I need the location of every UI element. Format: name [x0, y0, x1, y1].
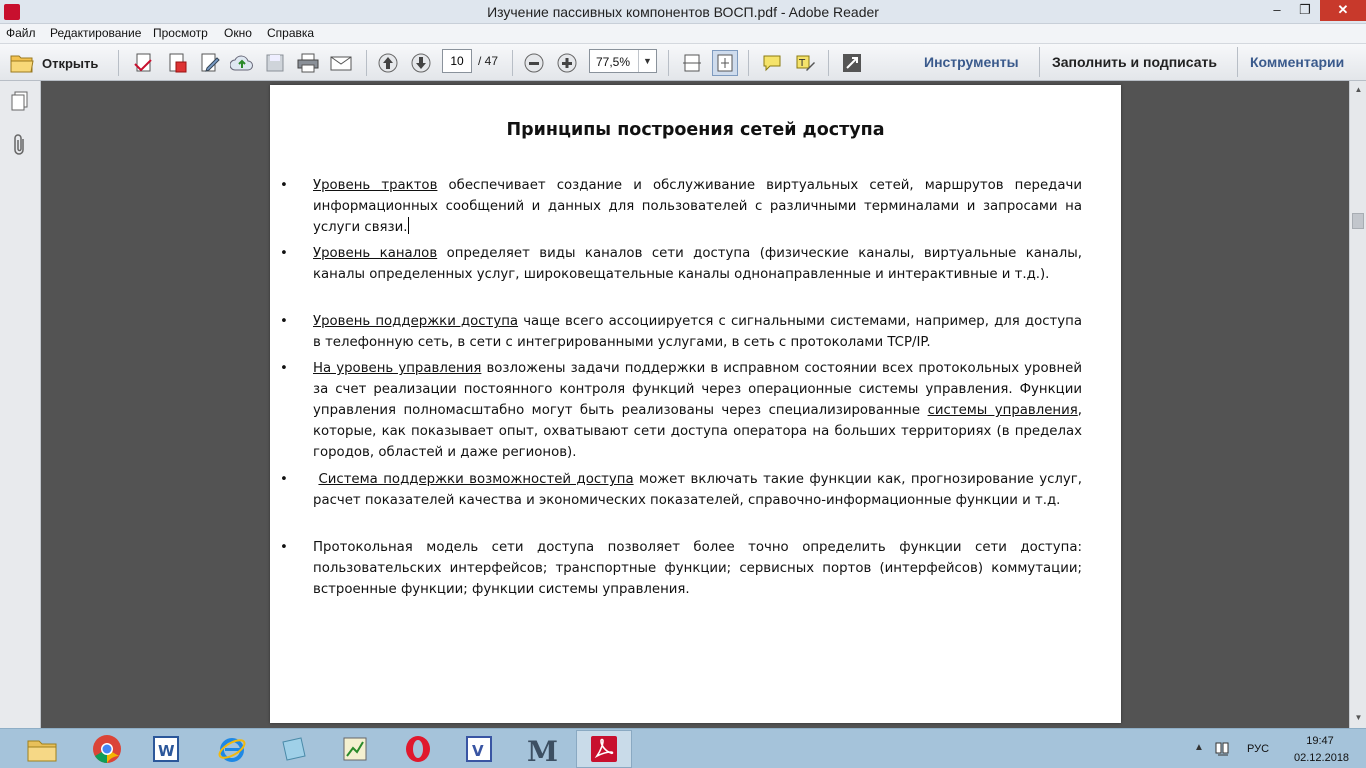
input-language[interactable]: РУС	[1247, 743, 1270, 755]
tools-pane-button[interactable]: Инструменты	[924, 54, 1019, 70]
page-total: / 47	[478, 54, 499, 68]
vertical-scrollbar[interactable]	[1349, 81, 1366, 728]
highlighter-icon	[794, 52, 816, 74]
separator	[668, 50, 669, 76]
menu-view[interactable]: Просмотр	[153, 26, 208, 40]
convert-pdf-button[interactable]	[164, 50, 190, 76]
separator	[366, 50, 367, 76]
fill-sign-pane-button[interactable]: Заполнить и подписать	[1052, 54, 1217, 70]
print-button[interactable]	[295, 50, 321, 76]
scroll-down-icon[interactable]: ▼	[1354, 713, 1363, 722]
fit-page-button[interactable]	[712, 50, 738, 76]
paragraph-text: , которые, как показывает опыт, охватывают сети доступа оператора на больших территориях (в пределах городов, областей и даже регионов).	[313, 403, 1082, 460]
paperclip-icon[interactable]	[9, 133, 31, 157]
term-underlined: На уровень управления	[313, 361, 482, 376]
taskbar-internet-explorer[interactable]	[204, 730, 260, 768]
cloud-upload-icon	[230, 52, 254, 74]
zoom-select[interactable]	[589, 49, 657, 73]
page-number-input[interactable]	[442, 49, 472, 73]
taskbar-editor[interactable]	[327, 730, 383, 768]
notepad-icon	[279, 734, 309, 764]
close-button[interactable]: ✕	[1320, 0, 1366, 21]
page-thumbnails-icon[interactable]	[9, 90, 31, 112]
zoom-out-button[interactable]	[521, 50, 547, 76]
save-icon	[264, 52, 286, 74]
chevron-down-icon[interactable]: ▼	[638, 50, 656, 72]
paragraph-text: обеспечивает создание и обслуживание виртуальных сетей, маршрутов передачи информационных сообщений и данных для пользователей с различными терминалами и запросами на услуги связи.	[313, 178, 1082, 235]
expand-icon	[841, 52, 863, 74]
term-underlined: Уровень поддержки доступа	[313, 314, 519, 329]
taskbar-mathcad[interactable]	[514, 730, 570, 768]
network-icon[interactable]	[1214, 740, 1232, 758]
minimize-button[interactable]: –	[1273, 2, 1281, 17]
menu-help[interactable]: Справка	[267, 26, 315, 40]
zoom-value: 77,5%	[596, 55, 631, 69]
zoom-in-button[interactable]	[554, 50, 580, 76]
list-item	[280, 358, 1125, 463]
highlight-text-button[interactable]	[792, 50, 818, 76]
separator	[1237, 47, 1238, 77]
create-pdf-button[interactable]	[131, 50, 157, 76]
scrollbar-thumb[interactable]	[1352, 213, 1364, 229]
bullet: •	[280, 472, 288, 487]
arrow-up-icon	[377, 52, 399, 74]
bullet: •	[280, 361, 288, 376]
add-comment-button[interactable]	[759, 50, 785, 76]
paragraph-text: чаще всего ассоциируется с сигнальными системами, например, для доступа в телефонную сеть, в сети с интегрированными услугами, в сеть с протоколами TCP/IP.	[313, 314, 1083, 350]
graph-editor-icon	[340, 734, 370, 764]
list-item	[280, 537, 1125, 600]
term-underlined: Уровень каналов	[313, 246, 438, 261]
internet-explorer-icon	[217, 734, 247, 764]
edit-pdf-button[interactable]	[197, 50, 223, 76]
term-underlined: Уровень трактов	[313, 178, 438, 193]
pdf-page[interactable]	[270, 85, 1121, 723]
taskbar-file-explorer[interactable]	[14, 730, 70, 768]
title-bar	[0, 0, 1366, 24]
paragraph-text: возложены задачи поддержки в исправном состоянии всех протокольных уровней за счет реализации постоянного контроля функций через операционные системы управления. Функции управления полномасштабно могут быть реализованы через специализированные	[313, 361, 1082, 418]
bullet: •	[280, 540, 288, 555]
create-pdf-icon	[133, 52, 155, 74]
upload-button[interactable]	[229, 50, 255, 76]
adobe-reader-icon	[589, 734, 619, 764]
bullet: •	[280, 314, 288, 329]
opera-icon	[403, 734, 433, 764]
taskbar-adobe-reader[interactable]	[576, 730, 632, 768]
mathcad-icon	[525, 734, 559, 764]
fullscreen-button[interactable]	[839, 50, 865, 76]
paragraph-text: определяет виды каналов сети доступа (физические каналы, виртуальные каналы, каналы определенных услуг, широковещательные каналы однонаправленные и интерактивные и т.д.).	[313, 246, 1083, 282]
term-underlined: Система поддержки возможностей доступа	[318, 472, 634, 487]
window-title: Изучение пассивных компонентов ВОСП.pdf - Adobe Reader	[487, 4, 879, 20]
text-cursor	[408, 217, 409, 234]
svg-text:V: V	[472, 742, 484, 760]
speech-bubble-icon	[761, 52, 783, 74]
clock-date[interactable]: 02.12.2018	[1294, 752, 1350, 764]
fit-width-button[interactable]	[679, 50, 705, 76]
open-button[interactable]	[6, 49, 106, 77]
separator	[1039, 47, 1040, 77]
separator	[828, 50, 829, 76]
taskbar-chrome[interactable]	[79, 730, 135, 768]
menu-file[interactable]: Файл	[6, 26, 36, 40]
comments-pane-button[interactable]: Комментарии	[1250, 54, 1345, 70]
edit-document-icon	[199, 52, 221, 74]
bullet: •	[280, 178, 288, 193]
arrow-down-icon	[410, 52, 432, 74]
word-icon	[151, 734, 181, 764]
svg-text:W: W	[158, 742, 175, 760]
chrome-icon	[92, 734, 122, 764]
folder-icon	[10, 52, 34, 74]
fit-page-icon	[715, 53, 735, 73]
navigation-sidebar	[0, 81, 41, 728]
taskbar-opera[interactable]	[390, 730, 446, 768]
plus-icon	[556, 52, 578, 74]
list-item	[280, 311, 1125, 353]
list-item	[280, 243, 1125, 285]
convert-pdf-icon	[166, 52, 188, 74]
taskbar	[0, 728, 1366, 768]
envelope-icon	[329, 52, 353, 74]
menu-bar	[0, 24, 1366, 44]
open-label: Открыть	[42, 55, 99, 71]
email-button[interactable]	[328, 50, 354, 76]
menu-edit[interactable]: Редактирование	[50, 26, 142, 40]
list-item	[280, 175, 1125, 238]
taskbar-word[interactable]	[138, 730, 194, 768]
clock-time[interactable]: 19:47	[1306, 735, 1334, 747]
paragraph-text: может включать такие функции как, прогнозирование услуг, расчет показателей качества и экономических показателей, справочно-информационные функции и т.д.	[313, 472, 1082, 508]
list-item	[280, 469, 1125, 511]
separator	[512, 50, 513, 76]
bullet: •	[280, 246, 288, 261]
folder-icon	[26, 735, 58, 763]
paragraph-text: Протокольная модель сети доступа позволяет более точно определить функции сети доступа: пользовательских интерфейсов; транспортные функции; сервисных портов (интерфейсов) коммутации; встроенные функции; функции системы управления.	[313, 540, 1082, 597]
printer-icon	[296, 52, 320, 74]
taskbar-visio[interactable]	[451, 730, 507, 768]
maximize-button[interactable]: ❐	[1299, 2, 1311, 17]
menu-window[interactable]: Окно	[224, 26, 252, 40]
taskbar-notes[interactable]	[266, 730, 322, 768]
page-title: Принципы построения сетей доступа	[506, 120, 885, 140]
visio-icon	[464, 734, 494, 764]
separator	[748, 50, 749, 76]
svg-text:T: T	[799, 58, 806, 69]
minus-icon	[523, 52, 545, 74]
scroll-mode-icon	[681, 52, 703, 74]
save-button[interactable]	[262, 50, 288, 76]
svg-text:M: M	[527, 735, 558, 764]
previous-page-button[interactable]	[375, 50, 401, 76]
term-underlined: системы управления	[927, 403, 1078, 418]
separator	[118, 50, 119, 76]
chevron-up-icon[interactable]: ▲	[1194, 742, 1204, 753]
next-page-button[interactable]	[408, 50, 434, 76]
scroll-up-icon[interactable]: ▲	[1354, 85, 1363, 94]
